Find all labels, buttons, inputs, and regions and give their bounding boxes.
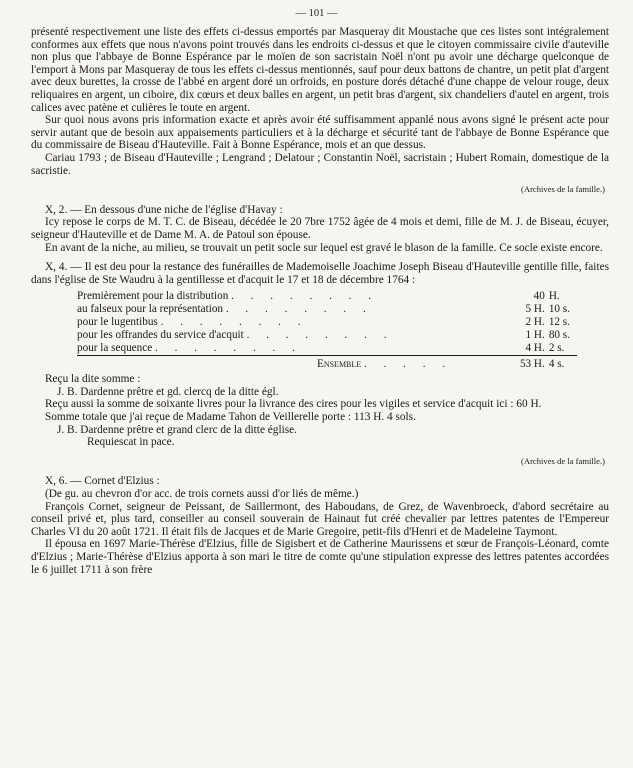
source-note: (Archives de la famille.): [521, 184, 605, 195]
paragraph: Somme totale que j'ai reçue de Madame Tahon de Veillerelle porte : 113 H. 4 sols.: [45, 411, 416, 424]
section-heading-x2: X, 2. — En dessous d'une niche de l'église d'Havay :: [45, 203, 283, 216]
ledger-total-row: Ensemble . . . . . 53 H. 4 s.: [77, 356, 577, 372]
ledger-amount: 2 H.: [525, 316, 545, 329]
ledger-total-label: Ensemble: [317, 358, 362, 371]
paragraph: Icy repose le corps de M. T. C. de Biseau, décédée le 20 7bre 1752 âgée de 4 mois et demi, fille de M. J. de Biseau, écuyer, seigneur d'Hauteville et de Dame M. A. de Patoul son épouse.: [31, 216, 609, 241]
ledger-row: pour le lugentibus . . . . . . . . 2 H. 12 s.: [77, 316, 577, 329]
blazon: (De gu. au chevron d'or acc. de trois cornets aussi d'or liés de même.): [45, 488, 359, 501]
expense-ledger: [77, 290, 577, 371]
ledger-unit: 12 s.: [548, 316, 570, 329]
ledger-label: pour le lugentibus: [77, 316, 158, 329]
paragraph: François Cornet, seigneur de Peissant, de Saillermont, des Haboudans, de Grez, de Wavenbroeck, d'abord secrétaire au conseil privé et, plus tard, conseiller au conseil souverain de Hainaut fut créé chevalier par lettres patentes de l'Empereur Charles VI du 20 août 1721. Il était fils de Jacques et de Marie Gregoire, petit-fils d'Henri et de Madeleine Taymont.: [31, 500, 609, 538]
signatories: Cariau 1793 ; de Biseau d'Hauteville ; Lengrand ; Delatour ; Constantin Noël, sacristain ; Hubert Romain, domestique de la sacristie.: [31, 151, 609, 177]
ledger-unit: H.: [548, 290, 560, 303]
ledger-total-amount: 53 H.: [514, 356, 549, 372]
ledger-unit: 10 s.: [548, 303, 570, 316]
ledger-amount: 5 H.: [525, 303, 545, 316]
section-heading-x6: X, 6. — Cornet d'Elzius :: [45, 475, 160, 488]
body-text: [31, 26, 609, 576]
paragraph: Il épousa en 1697 Marie-Thérèse d'Elzius, fille de Sigisbert et de Catherine Maurissens et sœur de François-Léonard, comte d'Elzius ; Marie-Thérèse d'Elzius apporta à son mari le titre de comte qu'une stipulation expresse des lettres patentes accordées le 6 juillet 1711 à son frère: [31, 538, 609, 576]
ledger-amount: 40: [533, 290, 545, 303]
ledger-row: au falseux pour la représentation . . . . . . . . 5 H. 10 s.: [77, 303, 577, 316]
ledger-amount: 1 H.: [525, 329, 545, 342]
source-note: (Archives de la famille.): [521, 455, 605, 466]
ledger-row: Premièrement pour la distribution . . . . . . . . 40 H.: [77, 290, 577, 303]
paragraph: Sur quoi nous avons pris information exacte et après avoir été suffisamment appanlé nous avons signé le présent acte pour servir autant que de besoin aux appaisements particuliers et à la décharge et sécurité tant de l'abbaye de Bonne Espérance que du commissaire de Biseau d'Hauteville. Fait à Bonne Espérance, mois et an que dessus.: [31, 114, 609, 152]
closing-line: Requiescat in pace.: [87, 436, 175, 449]
paragraph: Reçu la dite somme :: [45, 373, 141, 386]
paragraph: présenté respectivement une liste des effets ci-dessus emportés par Masqueray dit Moustache que ces listes sont intégralement conformes aux effets que nous n'avons point trouvés dans les endroits ci-dessus et que le citoyen commissaire civile d'auteville non plus que l'abbaye de Bonne Espérance par le moïen de son sacristain Noël n'ont pu avoir une décharge quelconque de l'emport à Mons par Masqueray de tous les effets ci-dessus mentionnés, sauf pour deux battons de chantre, un petit plat d'argent avec deux burettes, la crosse de l'abbé en argent doré un orfroids, en posture dorés détaché d'une chappe de velour rouge, deux reliquaires en argent, un ciboire, dix cœurs et deux balles en argent, un petit bras d'argent, six chandeliers d'autel en argent, trois calices avec patène et culières le toute en argent.: [31, 26, 609, 114]
ledger-label: au falseux pour la représentation: [77, 303, 224, 316]
signature-line: J. B. Dardenne prêtre et gd. clercq de la ditte égl.: [57, 385, 279, 398]
ledger-label: Premièrement pour la distribution: [77, 290, 229, 303]
signature-line: J. B. Dardenne prêtre et grand clerc de la ditte église.: [57, 423, 297, 436]
section-heading-x4: X, 4. — Il est deu pour la restance des funérailles de Mademoiselle Joachime Joseph Biseau d'Hauteville gentille fille, faites dans l'église de Ste Waudru à la gentillesse et d'acquit le 17 et 18 de décembre 1764 :: [31, 261, 609, 286]
paragraph: En avant de la niche, au milieu, se trouvait un petit socle sur lequel est gravé le blason de la famille. Ce socle existe encore.: [45, 241, 603, 254]
ledger-amount: 4 H.: [525, 342, 545, 355]
paragraph: Reçu aussi la somme de soixante livres pour la livrance des cires pour les vigiles et service d'acquit ici : 60 H.: [45, 398, 542, 411]
ledger-label: pour les offrandes du service d'acquit: [77, 329, 244, 342]
ledger-row: pour la sequence . . . . . . . . 4 H. 2 s.: [77, 342, 577, 356]
ledger-unit: 2 s.: [548, 342, 565, 355]
ledger-total-unit: 4 s.: [549, 356, 577, 372]
page-number: — 101 —: [295, 8, 338, 19]
ledger-label: pour la sequence: [77, 342, 153, 355]
ledger-row: pour les offrandes du service d'acquit . . . . . . . . 1 H. 80 s.: [77, 329, 577, 342]
ledger-unit: 80 s.: [548, 329, 570, 342]
